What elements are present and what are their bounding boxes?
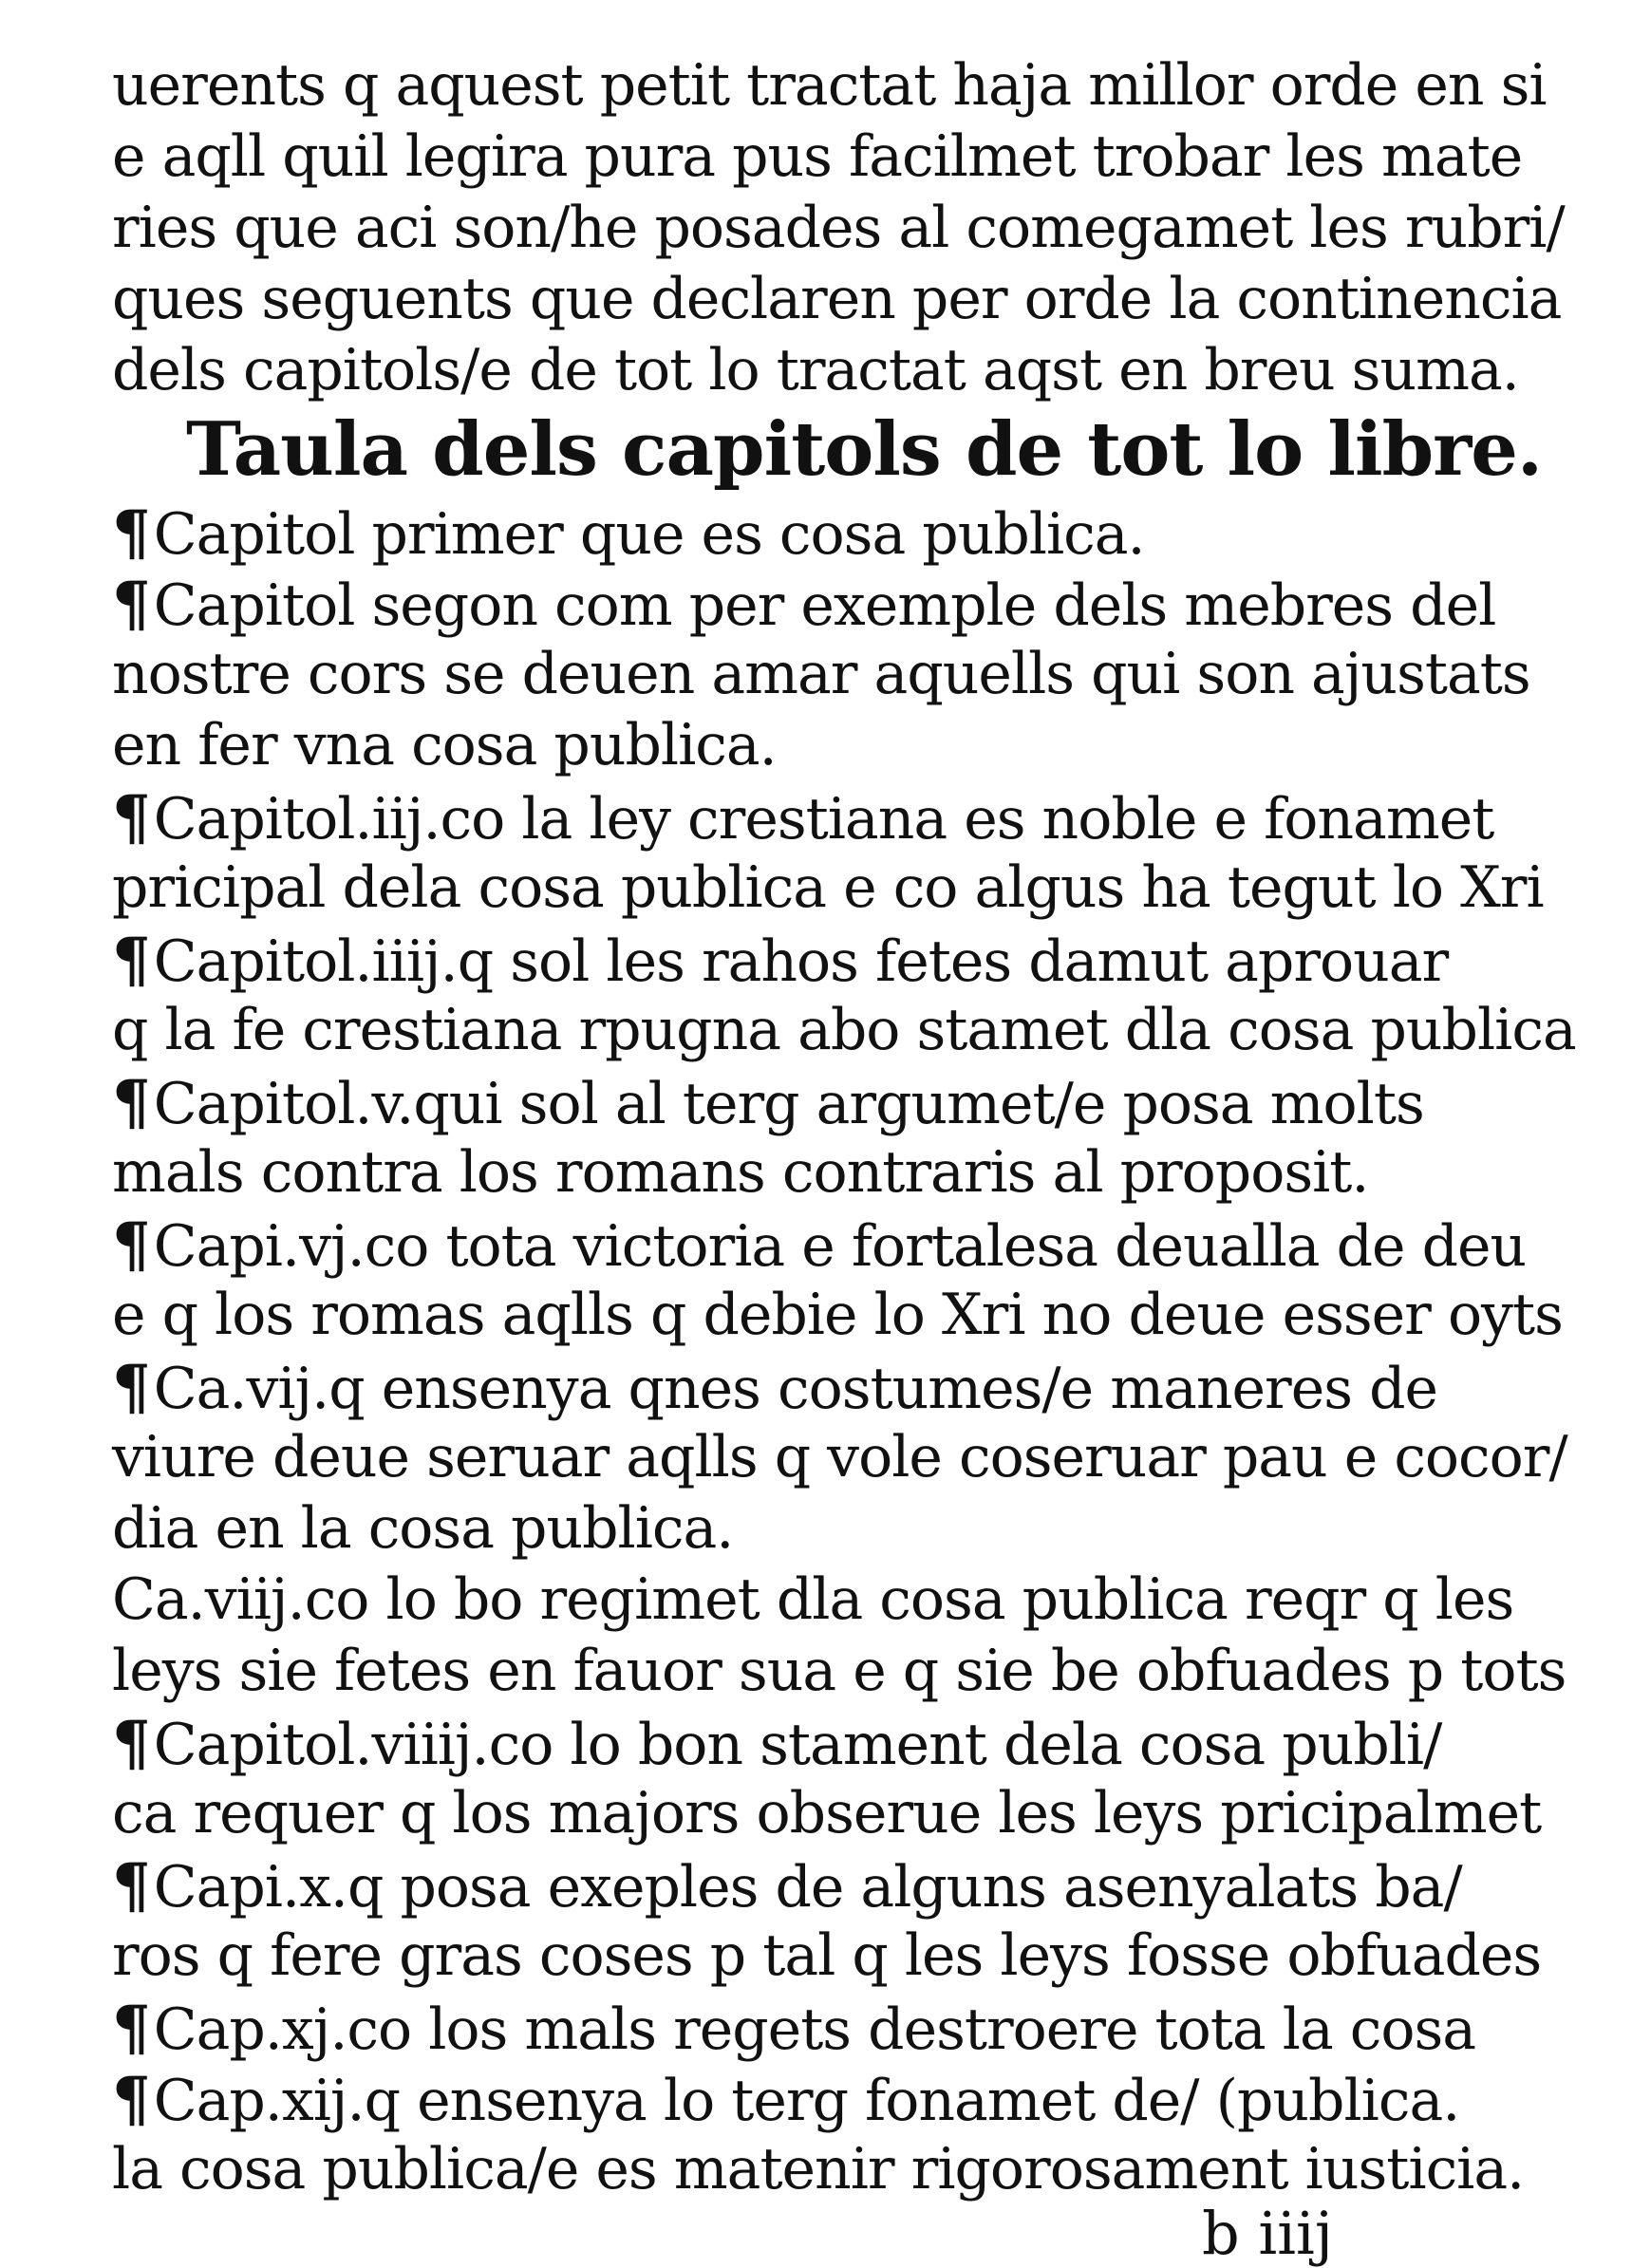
pilcrow-mark: ¶ [112, 782, 150, 853]
toc-entry-line: pricipal dela cosa publica e co algus ha tegut lo Xri [112, 854, 1544, 921]
signature-mark: b iiij [1202, 2199, 1334, 2268]
pilcrow-mark: ¶ [112, 2064, 150, 2135]
toc-entry-line [112, 2064, 1460, 2135]
pilcrow-mark: ¶ [112, 1708, 150, 1779]
toc-entry-line: leys sie fetes en fauor sua e q sie be obfuades p tots [112, 1638, 1566, 1704]
pilcrow-mark: ¶ [112, 497, 150, 569]
intro-line: ries que aci son/he posades al comegamet les rubri/ [112, 195, 1565, 261]
toc-entry-text: Capitol.iij.co la ley crestiana es noble e fonamet [153, 786, 1494, 853]
toc-entry-line: dia en la cosa publica. [112, 1495, 734, 1562]
intro-line: e aqll quil legira pura pus facilmet trobar les mate [112, 123, 1523, 190]
toc-entry-line: viure deue seruar aqlls q vole coseruar pau e cocor/ [112, 1424, 1567, 1490]
toc-entry-line: Ca.viij.co lo bo regimet dla cosa publica reqr q les [112, 1566, 1514, 1633]
toc-entry-text: Capitol primer que es cosa publica. [153, 501, 1145, 568]
toc-entry-text: Capi.x.q posa exeples de alguns asenyalats ba/ [153, 1854, 1462, 1921]
toc-entry-line: mals contra los romans contraris al proposit. [112, 1139, 1369, 1206]
toc-entry-line: ca requer q los majors obserue les leys pricipalmet [112, 1780, 1542, 1846]
toc-entry-text: Capitol.viiij.co lo bon stament dela cosa publi/ [153, 1712, 1442, 1778]
pilcrow-mark: ¶ [112, 925, 150, 996]
table-title: Taula dels capitols de tot lo libre. [186, 406, 1543, 493]
toc-entry-text: Capitol segon com per exemple dels mebres del [153, 572, 1496, 639]
toc-entry-line: q la fe crestiana rpugna abo stamet dla cosa publica [112, 997, 1576, 1063]
toc-entry-line [112, 497, 1145, 569]
toc-entry-line [112, 1993, 1476, 2064]
toc-entry-line [112, 1708, 1442, 1779]
intro-line: dels capitols/e de tot lo tractat aqst en breu suma. [112, 337, 1519, 403]
toc-entry-text: Capitol.iiij.q sol les rahos fetes damut aprouar [153, 928, 1449, 995]
toc-entry-line: la cosa publica/e es matenir rigorosament iusticia. [112, 2136, 1525, 2202]
pilcrow-mark: ¶ [112, 1993, 150, 2064]
toc-entry-line [112, 569, 1496, 640]
intro-line: ques seguents que declaren per orde la continencia [112, 266, 1562, 332]
toc-entry-line [112, 1067, 1424, 1138]
toc-entry-line: e q los romas aqlls q debie lo Xri no deue esser oyts [112, 1282, 1563, 1348]
toc-entry-line: nostre cors se deuen amar aquells qui son ajustats [112, 641, 1530, 707]
toc-entry-text: Capitol.v.qui sol al terg argumet/e posa molts [153, 1071, 1424, 1137]
toc-entry-text: Cap.xj.co los mals regets destroere tota la cosa [153, 1996, 1476, 2063]
toc-entry-line [112, 1850, 1462, 1921]
toc-entry-text: Cap.xij.q ensenya lo terg fonamet de/ (publica. [153, 2068, 1460, 2134]
pilcrow-mark: ¶ [112, 569, 150, 640]
pilcrow-mark: ¶ [112, 1067, 150, 1138]
toc-entry-line: ros q fere gras coses p tal q les leys fosse obfuades [112, 1922, 1542, 1989]
toc-entry-line [112, 925, 1449, 996]
toc-entry-line: en fer vna cosa publica. [112, 712, 777, 778]
toc-entry-line [112, 1352, 1438, 1423]
toc-entry-line [112, 1209, 1527, 1281]
pilcrow-mark: ¶ [112, 1352, 150, 1423]
toc-entry-text: Capi.vj.co tota victoria e fortalesa deualla de deu [153, 1213, 1527, 1280]
pilcrow-mark: ¶ [112, 1850, 150, 1921]
intro-line: uerents q aquest petit tractat haja millor orde en si [112, 52, 1547, 119]
pilcrow-mark: ¶ [112, 1209, 150, 1281]
toc-entry-text: Ca.vij.q ensenya qnes costumes/e maneres de [153, 1356, 1438, 1422]
toc-entry-line [112, 782, 1494, 853]
